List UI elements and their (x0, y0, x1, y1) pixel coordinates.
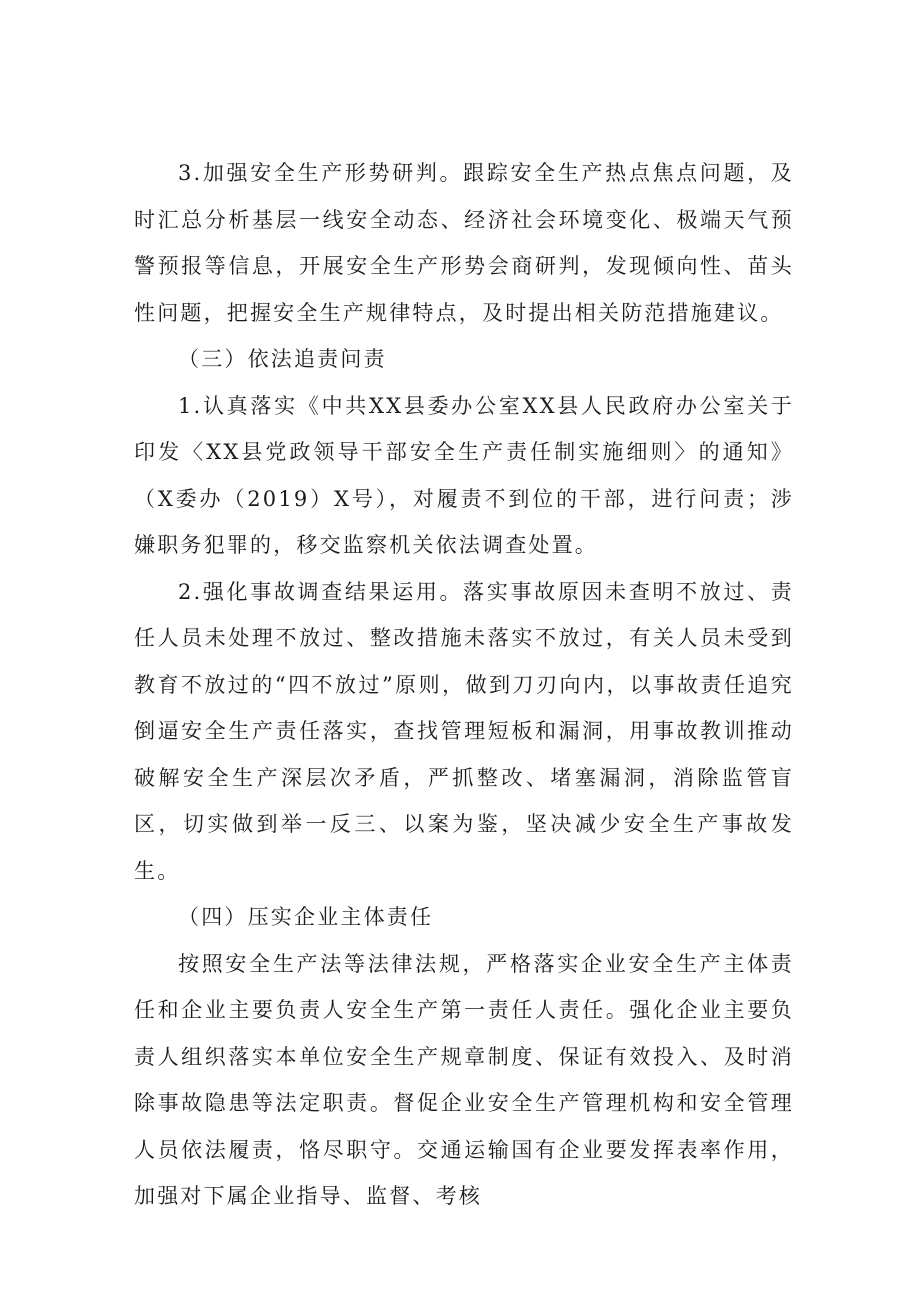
section-heading-enterprise-responsibility: （四）压实企业主体责任 (178, 905, 434, 929)
paragraph-implement-responsibility-rules: 1.认真落实《中共XX县委办公室XX县人民政府办公室关于印发〈XX县党政领导干部安全生产责任制实施细则〉的通知》（X委办（2019）X号），对履责不到位的干部，进行问责；涉嫌职务犯罪的，移交监察机关依法调查处置。 (134, 393, 794, 557)
section-heading-accountability: （三）依法追责问责 (178, 347, 387, 371)
paragraph-strengthen-situation-analysis: 3.加强安全生产形势研判。跟踪安全生产热点焦点问题，及时汇总分析基层一线安全动态、经济社会环境变化、极端天气预警预报等信息，开展安全生产形势会商研判，发现倾向性、苗头性问题，把握安全生产规律特点，及时提出相关防范措施建议。 (134, 161, 794, 325)
document-body (134, 150, 794, 1220)
paragraph-enterprise-obligations: 按照安全生产法等法律法规，严格落实企业安全生产主体责任和企业主要负责人安全生产第一责任人责任。强化企业主要负责人组织落实本单位安全生产规章制度、保证有效投入、及时消除事故隐患等法定职责。督促企业安全生产管理机构和安全管理人员依法履责，恪尽职守。交通运输国有企业要发挥表率作用，加强对下属企业指导、监督、考核 (134, 951, 794, 1208)
paragraph-accident-investigation: 2.强化事故调查结果运用。落实事故原因未查明不放过、责任人员未处理不放过、整改措施未落实不放过，有关人员未受到教育不放过的“四不放过”原则，做到刀刃向内，以事故责任追究倒逼安全生产责任落实，查找管理短板和漏洞，用事故教训推动破解安全生产深层次矛盾，严抓整改、堵塞漏洞，消除监管盲区，切实做到举一反三、以案为鉴，坚决减少安全生产事故发生。 (134, 579, 794, 883)
